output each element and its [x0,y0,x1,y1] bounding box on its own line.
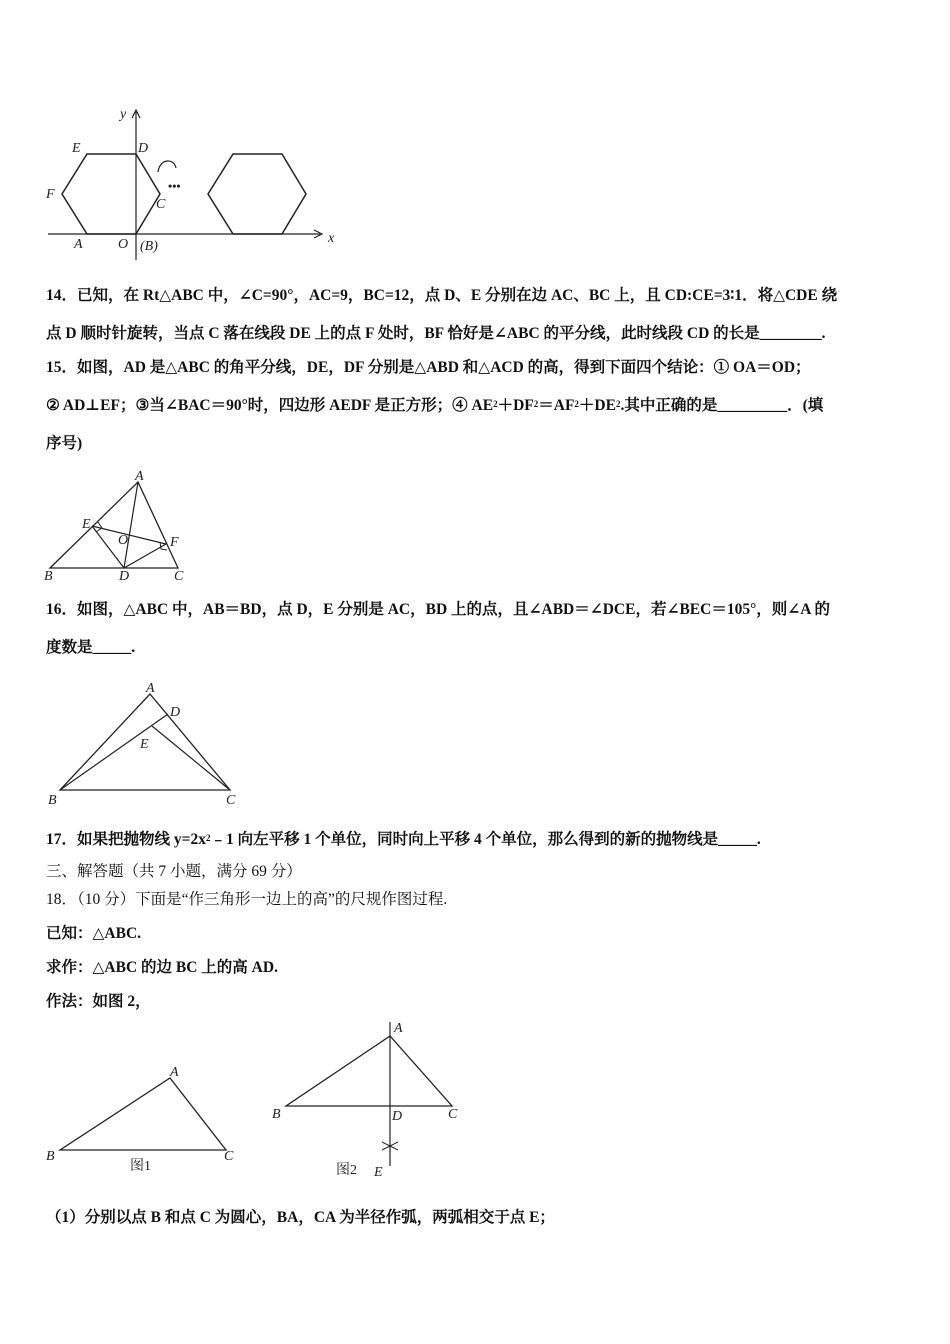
label-x: x [328,231,335,246]
label-B: B [272,1107,281,1122]
q17-text-b: ﹣1 向左平移 1 个单位，同时向上平移 4 个单位，那么得到的新的抛物线是_____. [210,831,761,848]
q15-line2-e: .其中正确的是_________．(填 [620,397,824,414]
q17-line [46,830,761,850]
label-C: C [448,1107,458,1122]
q15-line2-d: ＋DE [578,397,616,414]
figure-angle-bisector [40,470,200,582]
segment-BD [60,714,168,790]
label-A: A [74,237,83,252]
label-B: (B) [140,239,158,254]
label-C: C [174,569,184,582]
label-E: E [374,1165,383,1180]
label-y: y [120,107,127,122]
q18-method: 作法：如图 2， [46,993,151,1010]
section-heading: 三、解答题（共 7 小题，满分 69 分） [46,863,302,880]
label-F: F [46,187,55,202]
label-A: A [170,1065,179,1080]
rotation-arrow [158,161,176,172]
q18-intro: 18．（10 分）下面是“作三角形一边上的高”的尺规作图过程. [46,891,448,908]
figure-triangle-q16 [40,678,250,808]
label-E: E [82,517,91,532]
label-A: A [394,1021,403,1036]
sup: 2 [574,399,579,409]
label-B: B [48,793,57,808]
q18-known: 已知：△ABC. [46,925,142,942]
q15-line2 [46,396,823,416]
label-A: A [146,681,155,696]
label-D: D [392,1109,403,1124]
caption-fig1: 图1 [130,1159,151,1174]
label-O: O [118,237,129,252]
segment-DF [124,544,166,568]
q18-find: 求作：△ABC 的边 BC 上的高 AD. [46,959,278,976]
label-E: E [72,141,81,156]
q15-line1: 15．如图，AD 是△ABC 的角平分线，DE，DF 分别是△ABD 和△ACD 的高，得到下面四个结论：① OA＝OD； [46,359,811,376]
label-B: B [44,569,53,582]
q16-line2: 度数是_____. [46,639,136,656]
label-B: B [46,1149,55,1164]
figure-18-2 [266,1018,476,1183]
triangle-ABC [60,1078,226,1150]
label-D: D [119,569,130,582]
triangle-ABC [286,1036,452,1106]
label-E: E [140,737,149,752]
label-F: F [170,535,179,550]
hexagon-left [62,154,160,234]
sup: 2 [533,399,539,409]
label-A: A [135,470,144,484]
q14-line2: 点 D 顺时针旋转，当点 C 落在线段 DE 上的点 F 处时，BF 恰好是∠ABC 的平分线，此时线段 CD 的长是________. [46,325,826,342]
label-C: C [226,793,236,808]
figure-18-1 [40,1058,250,1183]
q15-line2-c: ＝AF [538,397,575,414]
q15-line2-b: ＋DF [497,397,534,414]
q15-line3: 序号) [46,435,83,452]
label-D: D [138,141,149,156]
q15-line2-a: ② AD⊥EF；③当∠BAC＝90°时，四边形 AEDF 是正方形；④ AE [46,397,494,414]
segment-AD [124,482,138,568]
q14-line1: 14．已知，在 Rt△ABC 中，∠C=90°，AC=9，BC=12，点 D、E 分别在边 AC、BC 上，且 CD:CE=3∶1．将△CDE 绕 [46,287,838,304]
q17-text-a: 17．如果把抛物线 y=2x [46,831,206,848]
hexagon-right [208,154,306,234]
sup: 2 [615,399,621,409]
label-C: C [156,197,166,212]
label-O: O [118,533,129,548]
sup: 2 [205,833,211,843]
ellipsis-dots: ••• [168,179,181,193]
label-D: D [170,705,181,720]
figure-hexagon-rolling [40,100,350,265]
q16-line1: 16．如图，△ABC 中，AB＝BD，点 D，E 分别是 AC，BD 上的点，且∠ABD＝∠DCE，若∠BEC＝105°，则∠A 的 [46,601,830,618]
segment-CE [152,726,230,790]
sup: 2 [493,399,498,409]
label-C: C [224,1149,234,1164]
caption-fig2: 图2 [336,1163,357,1178]
q18-step1: （1）分别以点 B 和点 C 为圆心，BA，CA 为半径作弧，两弧相交于点 E； [46,1209,555,1226]
